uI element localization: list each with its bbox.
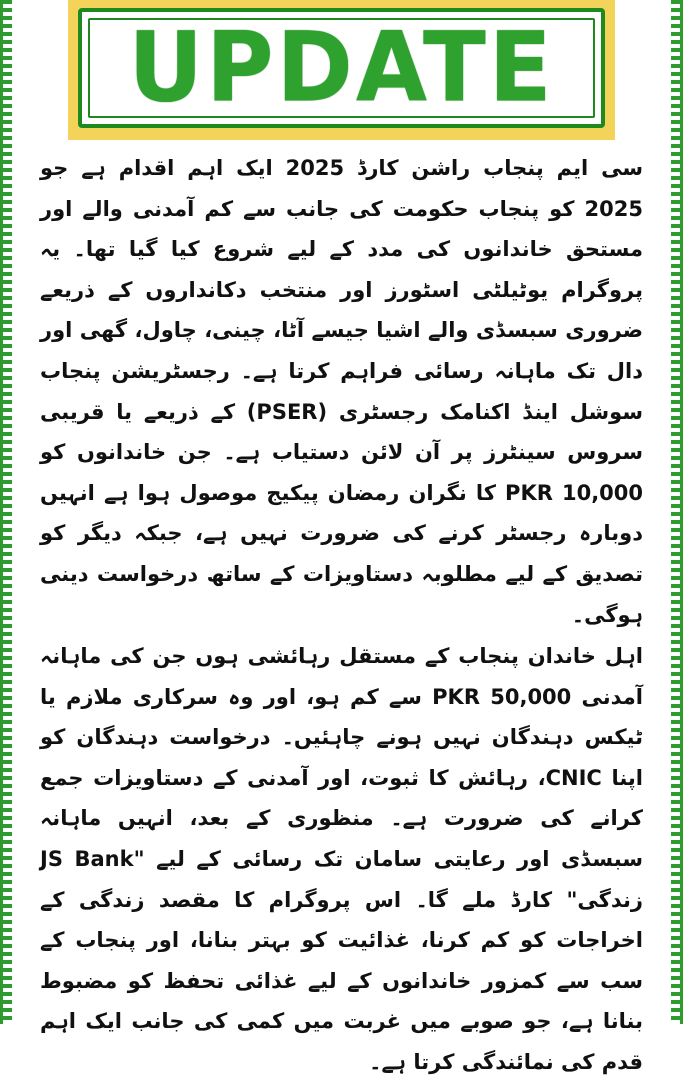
article-paragraph-1 xyxy=(40,148,643,635)
update-banner-title: UPDATE xyxy=(128,11,555,124)
paragraph-2-text: اہل خاندان پنجاب کے مستقل رہائشی ہوں جن کی ماہانہ آمدنی PKR 50,000 سے کم ہو، اور وہ سرکاری ملازم یا ٹیکس دہندگان نہیں ہونے چاہئیں۔ درخواست دہندگان کو اپنا CNIC، رہائش کا ثبوت، اور آمدنی کے دستاویزات جمع کرانے کی ضرورت ہے۔ منظوری کے بعد، انہیں ماہانہ سبسڈی اور رعایتی سامان تک رسائی کے لیے "JS Bank زندگی" کارڈ ملے گا۔ اس پروگرام کا مقصد زندگی کے اخراجات کو کم کرنا، غذائیت کو بہتر بنانا، اور پنجاب کے سب سے کمزور خاندانوں کے لیے غذائی تحفظ کو مضبوط بنانا ہے، جو صوبے میں غربت میں کمی کی جانب ایک اہم قدم کی نمائندگی کرتا ہے۔ xyxy=(40,644,643,1074)
article-paragraph-2 xyxy=(40,636,643,1083)
paragraph-1-text: سی ایم پنجاب راشن کارڈ 2025 ایک اہم اقدام ہے جو 2025 کو پنجاب حکومت کی جانب سے کم آمدنی والے اور مستحق خاندانوں کی مدد کے لیے شروع کیا گیا تھا۔ یہ پروگرام یوٹیلٹی اسٹورز اور منتخب دکانداروں کے ذریعے ضروری سبسڈی والے اشیا جیسے آٹا، چینی، چاول، گھی اور دال تک ماہانہ رسائی فراہم کرتا ہے۔ رجسٹریشن پنجاب سوشل اینڈ اکنامک رجسٹری (PSER) کے ذریعے یا قریبی سروس سینٹرز پر آن لائن دستیاب ہے۔ جن خاندانوں کو PKR 10,000 کا نگران رمضان پیکیج موصول ہوا ہے انہیں دوبارہ رجسٹر کرنے کی ضرورت نہیں ہے، جبکہ دیگر کو تصدیق کے لیے مطلوبہ دستاویزات کے ساتھ درخواست دینی ہوگی۔ xyxy=(40,156,644,627)
update-banner-frame xyxy=(78,8,605,128)
update-banner xyxy=(68,0,615,140)
right-decorative-border xyxy=(671,0,683,1024)
left-decorative-border xyxy=(0,0,12,1024)
